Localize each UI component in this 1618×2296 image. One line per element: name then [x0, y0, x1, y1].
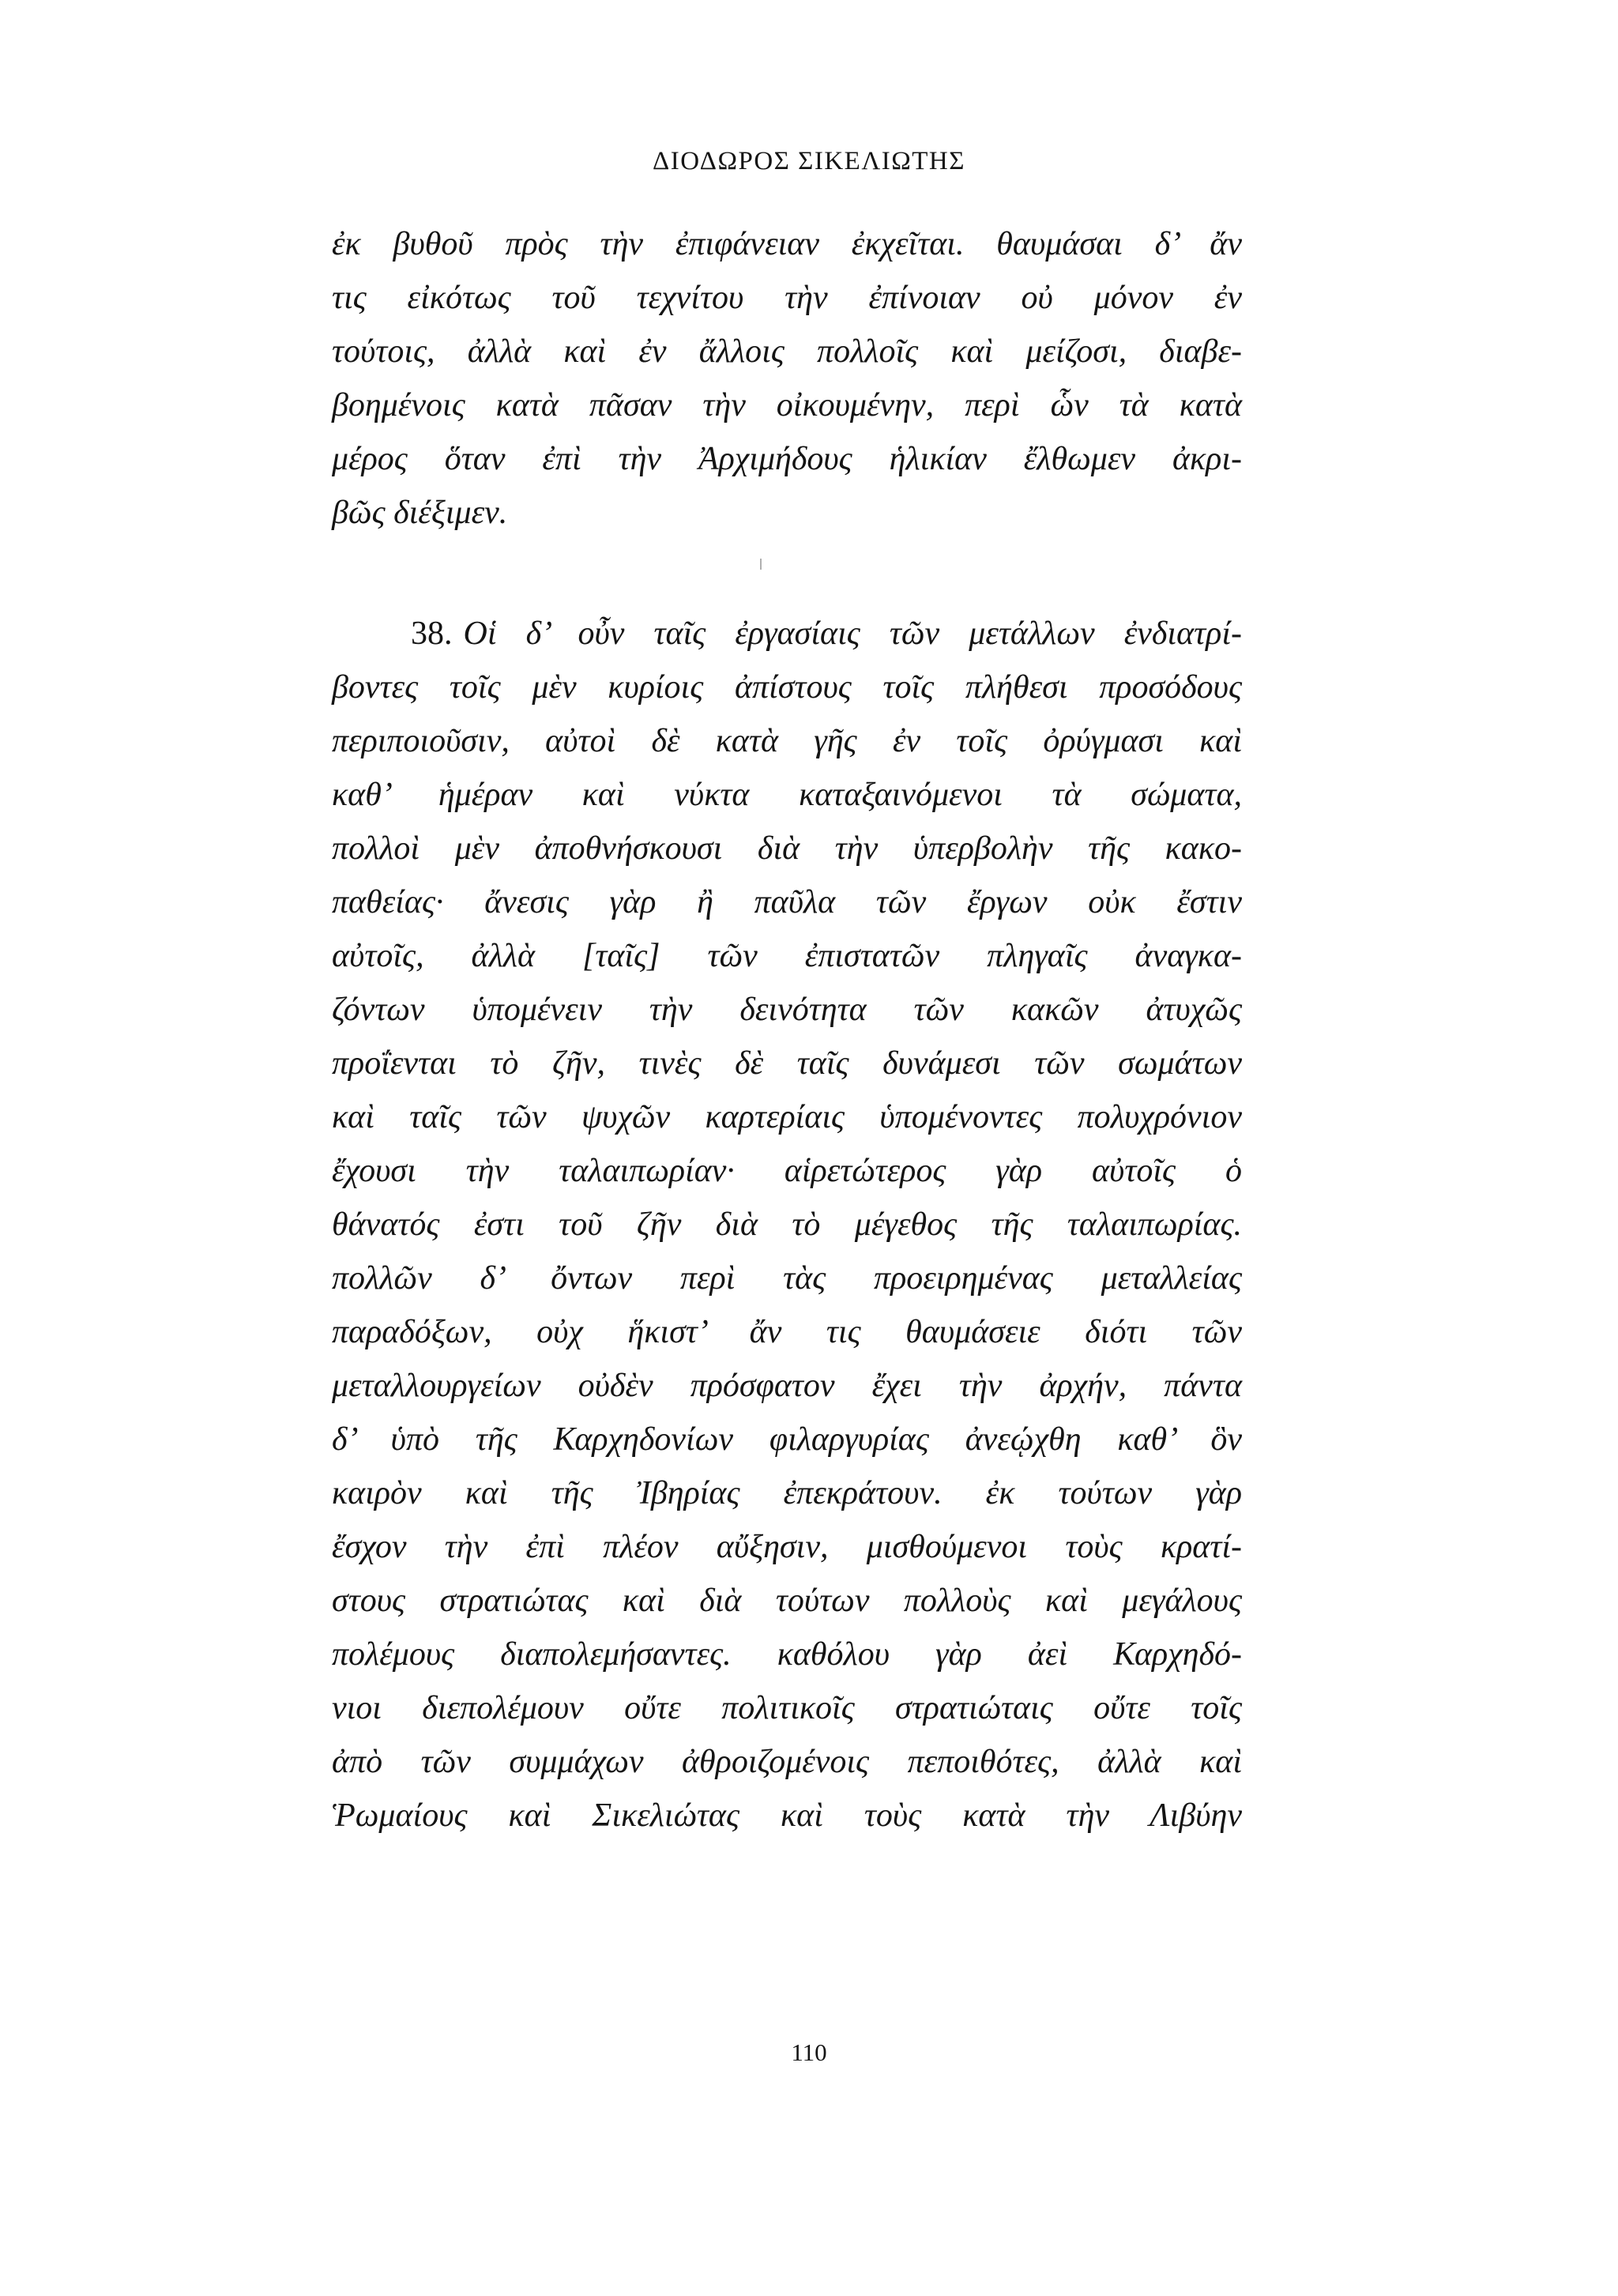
- text-line: προΐενται τὸ ζῆν, τινὲς δὲ ταῖς δυνάμεσι τῶν σωμάτων: [332, 1045, 1242, 1082]
- text-line: ζόντων ὑπομένειν τὴν δεινότητα τῶν κακῶν ἀτυχῶς: [332, 992, 1242, 1028]
- text-line: μεταλλουργείων οὐδὲν πρόσφατον ἔχει τὴν ἀρχήν, πάντα: [332, 1368, 1242, 1404]
- text-line: Οἱ δ’ οὖν ταῖς ἐργασίαις τῶν μετάλλων ἐνδιατρί-: [463, 615, 1242, 652]
- text-line: βῶς διέξιμεν.: [332, 495, 508, 531]
- text-line: θάνατός ἐστι τοῦ ζῆν διὰ τὸ μέγεθος τῆς ταλαιπωρίας.: [332, 1206, 1242, 1243]
- text-line: καθ’ ἡμέραν καὶ νύκτα καταξαινόμενοι τὰ σώματα,: [332, 777, 1242, 813]
- text-line: παραδόξων, οὐχ ἥκιστ’ ἄν τις θαυμάσειε διότι τῶν: [332, 1314, 1242, 1350]
- text-line: τις εἰκότως τοῦ τεχνίτου τὴν ἐπίνοιαν οὐ μόνον ἐν: [332, 280, 1242, 316]
- text-line: στους στρατιώτας καὶ διὰ τούτων πολλοὺς καὶ μεγάλους: [332, 1583, 1242, 1619]
- text-line: Ῥωμαίους καὶ Σικελιώτας καὶ τοὺς κατὰ τὴν Λιβύην: [332, 1797, 1242, 1834]
- text-line: καιρὸν καὶ τῆς Ἰβηρίας ἐπεκράτουν. ἐκ τούτων γὰρ: [332, 1475, 1242, 1511]
- text-line: ἐκ βυθοῦ πρὸς τὴν ἐπιφάνειαν ἐκχεῖται. θαυμάσαι δ’ ἄν: [332, 226, 1242, 262]
- text-line: πολέμους διαπολεμήσαντες. καθόλου γὰρ ἀεὶ Καρχηδό-: [332, 1636, 1242, 1673]
- text-line: αὐτοῖς, ἀλλὰ [ταῖς] τῶν ἐπιστατῶν πληγαῖς ἀναγκα-: [332, 938, 1242, 974]
- running-head: ΔΙΟΔΩΡΟΣ ΣΙΚΕΛΙΩΤΗΣ: [653, 147, 965, 175]
- text-line: νιοι διεπολέμουν οὔτε πολιτικοῖς στρατιώταις οὔτε τοῖς: [332, 1690, 1242, 1726]
- text-line: βοημένοις κατὰ πᾶσαν τὴν οἰκουμένην, περὶ ὧν τὰ κατὰ: [332, 387, 1242, 423]
- text-line: ἔσχον τὴν ἐπὶ πλέον αὔξησιν, μισθούμενοι τοὺς κρατί-: [332, 1529, 1242, 1565]
- text-line: μέρος ὅταν ἐπὶ τὴν Ἀρχιμήδους ἡλικίαν ἔλθωμεν ἀκρι-: [332, 441, 1242, 477]
- print-speck: [760, 559, 762, 570]
- page-number: 110: [791, 2038, 827, 2066]
- text-line: καὶ ταῖς τῶν ψυχῶν καρτερίαις ὑπομένοντες πολυχρόνιον: [332, 1099, 1242, 1135]
- text-line: πολλῶν δ’ ὄντων περὶ τὰς προειρημένας μεταλλείας: [332, 1260, 1242, 1297]
- section-number: 38.: [411, 615, 453, 652]
- text-line: βοντες τοῖς μὲν κυρίοις ἀπίστους τοῖς πλήθεσι προσόδους: [332, 669, 1242, 706]
- text-line: τούτοις, ἀλλὰ καὶ ἐν ἄλλοις πολλοῖς καὶ μείζοσι, διαβε-: [332, 333, 1242, 370]
- text-line: ἔχουσι τὴν ταλαιπωρίαν· αἱρετώτερος γὰρ αὐτοῖς ὁ: [332, 1153, 1242, 1189]
- text-line: δ’ ὑπὸ τῆς Καρχηδονίων φιλαργυρίας ἀνεῴχθη καθ’ ὃν: [332, 1421, 1242, 1458]
- text-line: πολλοὶ μὲν ἀποθνήσκουσι διὰ τὴν ὑπερβολὴν τῆς κακο-: [332, 830, 1242, 867]
- text-line: περιποιοῦσιν, αὐτοὶ δὲ κατὰ γῆς ἐν τοῖς ὀρύγμασι καὶ: [332, 723, 1242, 759]
- text-line: παθείας· ἄνεσις γὰρ ἢ παῦλα τῶν ἔργων οὐκ ἔστιν: [332, 884, 1242, 920]
- text-line: ἀπὸ τῶν συμμάχων ἀθροιζομένοις πεποιθότες, ἀλλὰ καὶ: [332, 1744, 1242, 1780]
- section-first-line: [411, 615, 1242, 653]
